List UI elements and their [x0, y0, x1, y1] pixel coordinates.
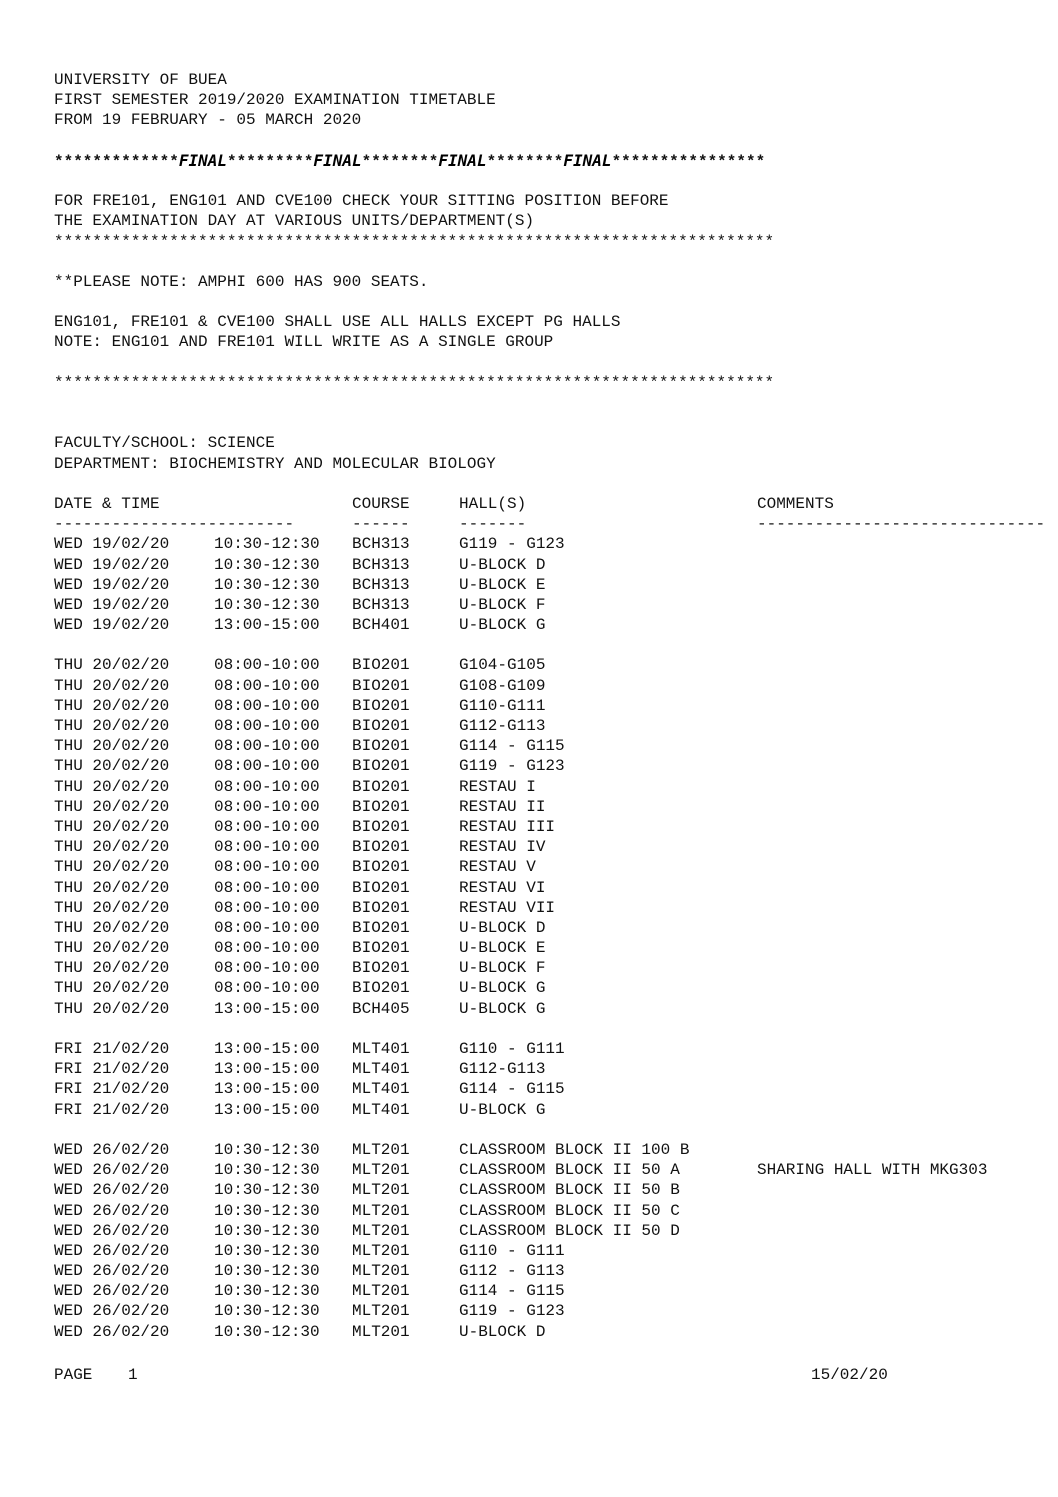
row-time: 08:00-10:00: [214, 676, 320, 695]
row-time: 10:30-12:30: [214, 1302, 320, 1321]
table-row: [54, 898, 1058, 918]
table-row: [54, 999, 1058, 1019]
row-date: THU 20/02/20: [54, 737, 170, 756]
row-date: THU 20/02/20: [54, 979, 170, 998]
row-course: BIO201: [352, 676, 410, 695]
table-row: [54, 1140, 1058, 1160]
final-banner: *************FINAL*********FINAL********FINAL********FINAL****************: [54, 150, 766, 171]
row-hall: G119 - G123: [459, 757, 565, 776]
row-course: MLT201: [352, 1241, 410, 1260]
row-course: BIO201: [352, 757, 410, 776]
row-course: MLT401: [352, 1060, 410, 1079]
row-hall: U-BLOCK F: [459, 959, 546, 978]
table-row: [54, 1241, 1058, 1261]
table-row: [54, 1039, 1058, 1059]
row-hall: U-BLOCK F: [459, 595, 546, 614]
row-hall: G112-G113: [459, 717, 546, 735]
table-row: [54, 1160, 1058, 1180]
table-row: [54, 857, 1058, 877]
notice-line-1: FOR FRE101, ENG101 AND CVE100 CHECK YOUR SITTING POSITION BEFORE: [54, 192, 669, 211]
row-time: 10:30-12:30: [214, 1181, 320, 1200]
row-time: 08:00-10:00: [214, 656, 320, 675]
timetable-page: [54, 70, 1058, 1342]
row-time: 10:30-12:30: [214, 1161, 320, 1180]
row-date: FRI 21/02/20: [54, 1100, 170, 1119]
row-time: 08:00-10:00: [214, 777, 320, 796]
row-course: BIO201: [352, 817, 410, 836]
table-row: [54, 837, 1058, 857]
row-hall: U-BLOCK G: [459, 999, 546, 1018]
row-date: WED 26/02/20: [54, 1241, 170, 1260]
document-title: FIRST SEMESTER 2019/2020 EXAMINATION TIMETABLE: [54, 91, 496, 110]
row-hall: U-BLOCK E: [459, 939, 546, 958]
row-hall: CLASSROOM BLOCK II 50 D: [459, 1221, 680, 1240]
header-course: COURSE: [352, 494, 410, 513]
print-date: 15/02/20: [811, 1366, 888, 1384]
row-time: 13:00-15:00: [214, 1060, 320, 1079]
row-course: MLT201: [352, 1181, 410, 1200]
table-row: [54, 595, 1058, 615]
table-row: [54, 878, 1058, 898]
row-time: 13:00-15:00: [214, 1100, 320, 1119]
row-time: 08:00-10:00: [214, 797, 320, 816]
row-date: WED 26/02/20: [54, 1201, 170, 1220]
row-date: WED 26/02/20: [54, 1221, 170, 1240]
table-row: [54, 797, 1058, 817]
row-course: BIO201: [352, 979, 410, 998]
row-time: 08:00-10:00: [214, 737, 320, 756]
halls-notice: ENG101, FRE101 & CVE100 SHALL USE ALL HALLS EXCEPT PG HALLS: [54, 313, 621, 332]
row-time: 13:00-15:00: [214, 1080, 320, 1099]
table-row: [54, 1261, 1058, 1281]
table-row: [54, 958, 1058, 978]
row-hall: CLASSROOM BLOCK II 50 A: [459, 1161, 680, 1180]
row-date: WED 26/02/20: [54, 1161, 170, 1180]
page-number: 1: [128, 1366, 138, 1384]
exam-period: FROM 19 FEBRUARY - 05 MARCH 2020: [54, 111, 362, 130]
final-word: FINAL: [313, 150, 362, 170]
row-date: THU 20/02/20: [54, 918, 170, 937]
table-row: [54, 736, 1058, 756]
row-time: 10:30-12:30: [214, 1221, 320, 1240]
table-row: [54, 1281, 1058, 1301]
row-date: THU 20/02/20: [54, 999, 170, 1018]
table-row: [54, 696, 1058, 716]
row-time: 10:30-12:30: [214, 595, 320, 614]
row-time: 08:00-10:00: [214, 918, 320, 937]
row-hall: RESTAU II: [459, 797, 546, 816]
row-hall: RESTAU IV: [459, 838, 546, 857]
table-row: [54, 1322, 1058, 1342]
table-row: [54, 1221, 1058, 1241]
row-date: THU 20/02/20: [54, 777, 170, 796]
row-course: MLT201: [352, 1262, 410, 1281]
row-time: 10:30-12:30: [214, 1282, 320, 1301]
row-date: THU 20/02/20: [54, 817, 170, 836]
row-hall: G110 - G111: [459, 1040, 565, 1058]
row-hall: CLASSROOM BLOCK II 100 B: [459, 1140, 690, 1159]
row-hall: G108-G109: [459, 676, 546, 695]
row-hall: CLASSROOM BLOCK II 50 B: [459, 1181, 680, 1200]
row-course: BIO201: [352, 696, 410, 715]
row-time: 08:00-10:00: [214, 959, 320, 978]
table-row: [54, 716, 1058, 736]
row-hall: RESTAU I: [459, 777, 536, 796]
row-hall: G114 - G115: [459, 1080, 565, 1099]
row-date: FRI 21/02/20: [54, 1080, 170, 1099]
table-row: [54, 978, 1058, 998]
row-time: 10:30-12:30: [214, 535, 320, 554]
row-course: MLT401: [352, 1080, 410, 1099]
row-time: 08:00-10:00: [214, 939, 320, 958]
row-date: THU 20/02/20: [54, 858, 170, 877]
row-date: THU 20/02/20: [54, 838, 170, 857]
row-course: BIO201: [352, 797, 410, 816]
row-time: 08:00-10:00: [214, 717, 320, 735]
row-date: WED 26/02/20: [54, 1282, 170, 1301]
table-row: [54, 1059, 1058, 1079]
row-date: WED 19/02/20: [54, 616, 170, 635]
row-course: BIO201: [352, 717, 410, 735]
table-row: [54, 918, 1058, 938]
row-course: BCH401: [352, 616, 410, 635]
row-hall: G104-G105: [459, 656, 546, 675]
row-course: BIO201: [352, 838, 410, 857]
row-time: 08:00-10:00: [214, 696, 320, 715]
row-hall: RESTAU VII: [459, 898, 556, 917]
row-course: MLT201: [352, 1161, 410, 1180]
row-date: WED 26/02/20: [54, 1181, 170, 1200]
row-course: MLT201: [352, 1140, 410, 1159]
row-course: MLT201: [352, 1282, 410, 1301]
notice-line-2: THE EXAMINATION DAY AT VARIOUS UNITS/DEPARTMENT(S): [54, 212, 535, 231]
final-word: FINAL: [438, 150, 487, 170]
row-date: THU 20/02/20: [54, 717, 170, 735]
table-row: [54, 1079, 1058, 1099]
row-date: WED 26/02/20: [54, 1302, 170, 1321]
row-course: BIO201: [352, 656, 410, 675]
row-course: BIO201: [352, 777, 410, 796]
row-hall: U-BLOCK G: [459, 1100, 546, 1119]
row-course: BCH313: [352, 535, 410, 554]
row-hall: G119 - G123: [459, 1302, 565, 1321]
final-word: FINAL: [563, 150, 612, 170]
row-course: BIO201: [352, 918, 410, 937]
row-hall: G119 - G123: [459, 535, 565, 554]
row-course: MLT201: [352, 1302, 410, 1321]
row-date: WED 19/02/20: [54, 595, 170, 614]
page-label: PAGE: [54, 1366, 93, 1384]
row-date: THU 20/02/20: [54, 696, 170, 715]
university-name: UNIVERSITY OF BUEA: [54, 71, 227, 89]
star-divider: ***************************************************************************: [54, 232, 775, 251]
table-row: [54, 817, 1058, 837]
row-time: 13:00-15:00: [214, 999, 320, 1018]
row-course: BIO201: [352, 858, 410, 877]
table-row: [54, 555, 1058, 575]
row-hall: G114 - G115: [459, 737, 565, 756]
row-course: BIO201: [352, 878, 410, 897]
faculty-label: FACULTY/SCHOOL: SCIENCE: [54, 434, 275, 453]
row-date: THU 20/02/20: [54, 757, 170, 776]
row-date: WED 19/02/20: [54, 575, 170, 594]
row-time: 10:30-12:30: [214, 575, 320, 594]
row-time: 08:00-10:00: [214, 858, 320, 877]
header-comments: COMMENTS: [757, 494, 834, 513]
row-time: 10:30-12:30: [214, 1201, 320, 1220]
row-time: 08:00-10:00: [214, 979, 320, 998]
table-row: [54, 655, 1058, 675]
row-course: BIO201: [352, 959, 410, 978]
department-label: DEPARTMENT: BIOCHEMISTRY AND MOLECULAR BIOLOGY: [54, 454, 496, 473]
table-row: [54, 534, 1058, 554]
row-course: MLT201: [352, 1201, 410, 1220]
row-hall: RESTAU VI: [459, 878, 546, 897]
row-hall: G112-G113: [459, 1060, 546, 1079]
table-header-underline: ------------------------- ------ ------- ------------------------------: [54, 515, 1046, 534]
row-course: BCH313: [352, 575, 410, 594]
row-hall: U-BLOCK D: [459, 918, 546, 937]
row-date: WED 19/02/20: [54, 535, 170, 554]
row-date: FRI 21/02/20: [54, 1040, 170, 1058]
header-date-time: DATE & TIME: [54, 494, 160, 513]
row-hall: RESTAU III: [459, 817, 556, 836]
row-hall: CLASSROOM BLOCK II 50 C: [459, 1201, 680, 1220]
table-row: [54, 1301, 1058, 1321]
row-time: 13:00-15:00: [214, 616, 320, 635]
row-date: FRI 21/02/20: [54, 1060, 170, 1079]
row-date: THU 20/02/20: [54, 656, 170, 675]
row-time: 08:00-10:00: [214, 838, 320, 857]
timetable-body: [54, 534, 1058, 1342]
final-word: FINAL: [178, 150, 227, 170]
row-hall: U-BLOCK D: [459, 555, 546, 574]
row-hall: G110-G111: [459, 696, 546, 715]
table-row: [54, 756, 1058, 776]
row-course: MLT201: [352, 1322, 410, 1341]
row-time: 10:30-12:30: [214, 1241, 320, 1260]
row-date: THU 20/02/20: [54, 898, 170, 917]
row-hall: U-BLOCK E: [459, 575, 546, 594]
row-time: 10:30-12:30: [214, 1322, 320, 1341]
row-time: 13:00-15:00: [214, 1040, 320, 1058]
header-halls: HALL(S): [459, 494, 527, 513]
row-course: BIO201: [352, 737, 410, 756]
row-hall: RESTAU V: [459, 858, 536, 877]
page-footer: [54, 1365, 1058, 1385]
row-comment: SHARING HALL WITH MKG303: [757, 1161, 988, 1180]
row-time: 08:00-10:00: [214, 898, 320, 917]
row-time: 10:30-12:30: [214, 1140, 320, 1159]
row-hall: U-BLOCK G: [459, 979, 546, 998]
row-course: BIO201: [352, 939, 410, 958]
row-course: BCH405: [352, 999, 410, 1018]
table-row: [54, 1100, 1058, 1120]
row-date: THU 20/02/20: [54, 939, 170, 958]
row-date: THU 20/02/20: [54, 959, 170, 978]
row-date: WED 26/02/20: [54, 1262, 170, 1281]
row-date: WED 26/02/20: [54, 1322, 170, 1341]
row-course: MLT401: [352, 1040, 410, 1058]
row-date: WED 19/02/20: [54, 555, 170, 574]
table-row: [54, 938, 1058, 958]
row-date: THU 20/02/20: [54, 797, 170, 816]
row-hall: G110 - G111: [459, 1241, 565, 1260]
row-time: 10:30-12:30: [214, 1262, 320, 1281]
table-row: [54, 777, 1058, 797]
row-time: 08:00-10:00: [214, 817, 320, 836]
row-time: 08:00-10:00: [214, 878, 320, 897]
row-hall: U-BLOCK D: [459, 1322, 546, 1341]
table-row: [54, 676, 1058, 696]
row-course: MLT201: [352, 1221, 410, 1240]
row-course: BCH313: [352, 595, 410, 614]
amphi-notice: **PLEASE NOTE: AMPHI 600 HAS 900 SEATS.: [54, 272, 429, 291]
group-notice: NOTE: ENG101 AND FRE101 WILL WRITE AS A SINGLE GROUP: [54, 333, 554, 352]
row-course: MLT401: [352, 1100, 410, 1119]
row-date: THU 20/02/20: [54, 676, 170, 695]
row-course: BCH313: [352, 555, 410, 574]
row-hall: G112 - G113: [459, 1262, 565, 1281]
row-time: 08:00-10:00: [214, 757, 320, 776]
row-hall: U-BLOCK G: [459, 616, 546, 635]
row-time: 10:30-12:30: [214, 555, 320, 574]
row-date: THU 20/02/20: [54, 878, 170, 897]
row-date: WED 26/02/20: [54, 1140, 170, 1159]
table-row: [54, 1180, 1058, 1200]
table-row: [54, 575, 1058, 595]
row-hall: G114 - G115: [459, 1282, 565, 1301]
table-row: [54, 615, 1058, 635]
star-divider: ***************************************************************************: [54, 373, 775, 392]
table-row: [54, 1201, 1058, 1221]
table-header: [54, 494, 1058, 514]
row-course: BIO201: [352, 898, 410, 917]
